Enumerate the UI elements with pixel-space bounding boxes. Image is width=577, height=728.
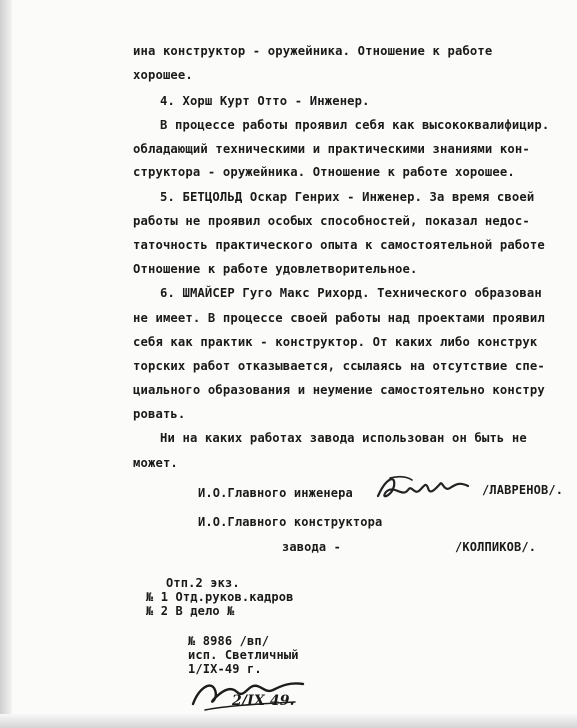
text-line: может. xyxy=(133,456,178,470)
chief-designer-title: И.О.Главного конструктора xyxy=(198,515,383,529)
text-line: Ни на каких работах завода использован он быть не xyxy=(160,431,527,445)
text-line: циального образования и неумение самостоятельно констру xyxy=(133,383,545,397)
text-line: не имеет. В процессе своей работы над проектами проявил xyxy=(133,311,545,325)
executor-name: исп. Светличный xyxy=(188,648,299,662)
text-line: хорошее. xyxy=(133,68,193,82)
employee-heading-betzold: 5. БЕТЦОЛЬД Оскар Генрих - Инженер. За время своей xyxy=(160,190,535,204)
text-line: торских работ отказывается, ссылаясь на отсутствие спе- xyxy=(133,359,545,373)
text-line: структора - оружейника. Отношение к работе хорошее. xyxy=(133,165,515,179)
chief-engineer-name: /ЛАВРЕНОВ/. xyxy=(482,483,564,497)
chief-engineer-title: И.О.Главного инженера xyxy=(198,486,353,500)
employee-heading-schmeisser: 6. ШМАЙСЕР Гуго Макс Рихорд. Технического образован xyxy=(160,286,542,300)
text-line: Отношение к работе удовлетворительное. xyxy=(133,262,418,276)
copy-destination-2: № 2 В дело № xyxy=(146,604,235,618)
text-line: себя как практик - конструктор. От каких либо конструк xyxy=(133,335,538,349)
chief-designer-title-plant: завода - xyxy=(282,540,341,554)
chief-designer-name: /КОЛПИКОВ/. xyxy=(455,540,537,554)
employee-heading-horsh: 4. Хорш Курт Отто - Инженер. xyxy=(160,94,370,108)
text-line: В процессе работы проявил себя как высококвалифицир. xyxy=(160,118,550,132)
document-date: 1/IX-49 г. xyxy=(188,662,262,676)
text-line: ина конструктор - оружейника. Отношение к работе xyxy=(133,44,493,58)
handwritten-signature-bottom xyxy=(185,660,320,720)
text-line: обладающий техническими и практическими знаниями кон- xyxy=(133,142,530,156)
copy-destination-1: № 1 Отд.руков.кадров xyxy=(146,590,294,604)
handwritten-date: 2/IX 49. xyxy=(232,693,295,709)
registration-number: № 8986 /вп/ xyxy=(188,634,270,648)
text-line: ровать. xyxy=(133,407,186,421)
text-line: таточность практического опыта к самостоятельной работе xyxy=(133,238,545,252)
text-line: работы не проявил особых способностей, показал недос- xyxy=(133,214,530,228)
scan-left-edge xyxy=(0,0,12,728)
handwritten-signature-lavrenov xyxy=(372,470,477,508)
copies-count: Отп.2 экз. xyxy=(166,576,240,590)
